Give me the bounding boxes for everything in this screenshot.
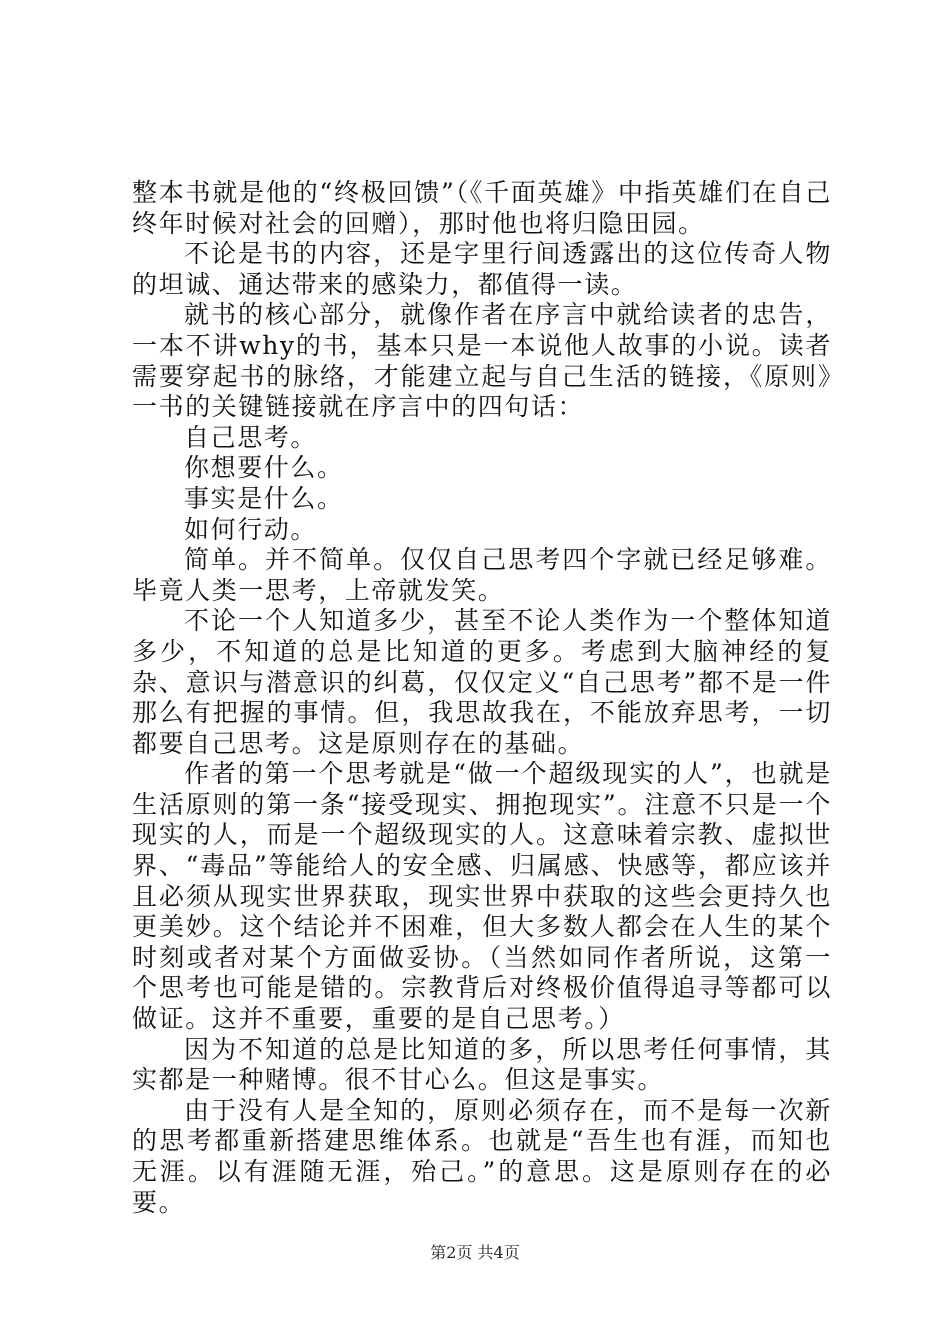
principle-line: 事实是什么。	[184, 483, 344, 513]
page-number-footer: 第2页 共4页	[430, 1243, 520, 1262]
document-body	[132, 178, 832, 1218]
paragraph: 作者的第一个思考就是“做一个超级现实的人”，也就是生活原则的第一条“接受现实、拥抱现实”。注意不只是一个现实的人，而是一个超级现实的人。这意味着宗教、虚拟世界、“毒品”等能给人的安全感、归属感、快感等，都应该并且必须从现实世界获取，现实世界中获取的这些会更持久也更美妙。这个结论并不困难，但大多数人都会在人生的某个时刻或者对某个方面做妥协。（当然如同作者所说，这第一个思考也可能是错的。宗教背后对终极价值得追寻等都可以做证。这并不重要，重要的是自己思考。）	[132, 759, 832, 1034]
paragraph: 就书的核心部分，就像作者在序言中就给读者的忠告，一本不讲why的书，基本只是一本说他人故事的小说。读者需要穿起书的脉络，才能建立起与自己生活的链接，《原则》一书的关键链接就在序言中的四句话：	[132, 300, 832, 422]
paragraph: 不论一个人知道多少，甚至不论人类作为一个整体知道多少，不知道的总是比知道的更多。考虑到大脑神经的复杂、意识与潜意识的纠葛，仅仅定义“自己思考”都不是一件那么有把握的事情。但，我思故我在，不能放弃思考，一切都要自己思考。这是原则存在的基础。	[132, 606, 832, 758]
paragraph: 由于没有人是全知的，原则必须存在，而不是每一次新的思考都重新搭建思维体系。也就是“吾生也有涯，而知也无涯。以有涯随无涯，殆己。”的意思。这是原则存在的必要。	[132, 1095, 832, 1217]
paragraph: 不论是书的内容，还是字里行间透露出的这位传奇人物的坦诚、通达带来的感染力，都值得一读。	[132, 239, 832, 299]
principle-line: 你想要什么。	[184, 453, 344, 483]
paragraph: 简单。并不简单。仅仅自己思考四个字就已经足够难。毕竟人类一思考，上帝就发笑。	[132, 545, 832, 605]
principle-line: 如何行动。	[184, 514, 318, 544]
principle-line: 自己思考。	[184, 422, 318, 452]
paragraph: 因为不知道的总是比知道的多，所以思考任何事情，其实都是一种赌博。很不甘心么。但这是事实。	[132, 1034, 832, 1095]
paragraph-continuation: 整本书就是他的“终极回馈”（《千面英雄》中指英雄们在自己终年时候对社会的回赠），那时他也将归隐田园。	[132, 178, 832, 238]
